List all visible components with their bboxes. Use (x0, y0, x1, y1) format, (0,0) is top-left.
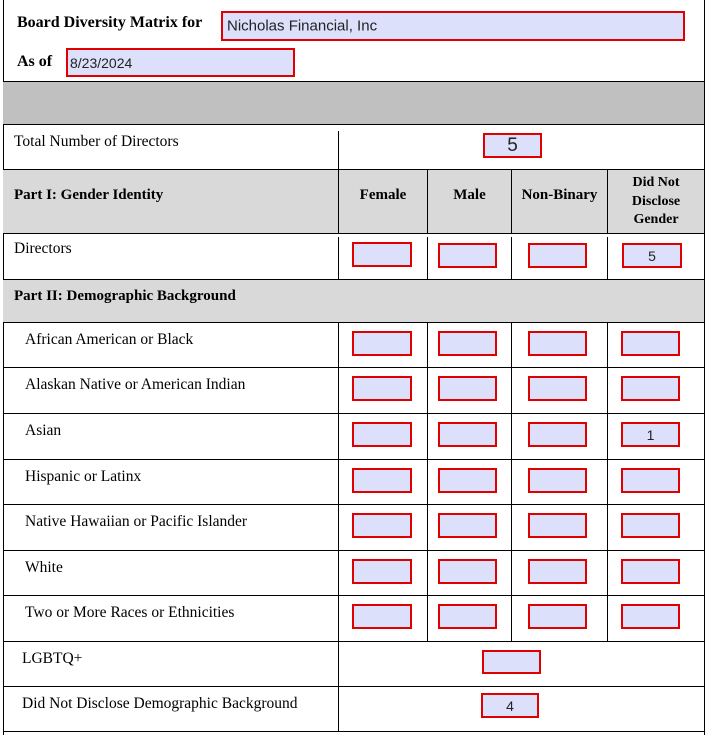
demographic-male-field[interactable] (438, 604, 497, 629)
demographic-did-not-disclose-field[interactable] (621, 376, 680, 401)
as-of-date-field[interactable] (66, 48, 295, 77)
divider (338, 550, 339, 595)
divider (338, 131, 339, 169)
divider (338, 367, 339, 413)
company-name-field[interactable] (221, 11, 685, 41)
demographic-male-field[interactable] (438, 422, 497, 447)
divider (338, 504, 339, 550)
demographic-nonbinary-field[interactable] (528, 604, 587, 629)
divider (511, 550, 512, 595)
rule (3, 550, 705, 551)
demographic-male-field[interactable] (438, 513, 497, 538)
divider (427, 237, 428, 279)
total-directors-value: 5 (507, 134, 518, 156)
divider (427, 459, 428, 504)
demographic-row-label: African American or Black (25, 331, 194, 348)
divider (511, 322, 512, 367)
divider (427, 595, 428, 641)
total-directors-label: Total Number of Directors (14, 133, 179, 150)
cell-value: 5 (648, 247, 656, 264)
lgbtq-label: LGBTQ+ (22, 650, 83, 667)
divider (607, 413, 608, 459)
divider (607, 504, 608, 550)
undisclosed-demographic-field[interactable] (481, 693, 539, 718)
demographic-nonbinary-field[interactable] (528, 513, 587, 538)
demographic-did-not-disclose-field[interactable] (621, 513, 680, 538)
divider (607, 237, 608, 279)
divider (338, 595, 339, 641)
divider (338, 686, 339, 731)
divider (607, 459, 608, 504)
directors-did-not-disclose-field[interactable] (622, 243, 682, 268)
divider (427, 504, 428, 550)
col-nonbinary-header: Non-Binary (521, 187, 598, 203)
divider (338, 413, 339, 459)
rule (3, 124, 705, 125)
total-directors-field[interactable] (483, 133, 542, 158)
divider (607, 595, 608, 641)
company-name-value: Nicholas Financial, Inc (227, 17, 378, 35)
rule (3, 459, 705, 460)
demographic-male-field[interactable] (438, 468, 497, 493)
rule (3, 731, 705, 732)
directors-label: Directors (14, 240, 72, 257)
divider (338, 459, 339, 504)
part2-title: Part II: Demographic Background (14, 288, 236, 304)
divider (338, 237, 339, 279)
demographic-female-field[interactable] (352, 376, 412, 401)
rule (3, 686, 705, 687)
demographic-row-label: White (25, 559, 63, 576)
divider (511, 595, 512, 641)
divider (338, 641, 339, 686)
demographic-nonbinary-field[interactable] (528, 422, 587, 447)
col-male-header: Male (453, 187, 486, 203)
demographic-female-field[interactable] (352, 513, 412, 538)
divider (607, 169, 608, 233)
rule (3, 595, 705, 596)
undisclosed-demographic-label: Did Not Disclose Demographic Background (22, 695, 298, 712)
col-did-not-disclose-header: Did Not Disclose Gender (631, 175, 681, 227)
directors-male-field[interactable] (438, 243, 497, 268)
col-female-header: Female (359, 187, 407, 203)
section-bar (3, 82, 704, 124)
divider (511, 237, 512, 279)
demographic-male-field[interactable] (438, 559, 497, 584)
demographic-nonbinary-field[interactable] (528, 376, 587, 401)
divider (607, 322, 608, 367)
divider (607, 367, 608, 413)
demographic-did-not-disclose-field[interactable] (621, 422, 680, 447)
cell-value: 1 (646, 426, 655, 443)
demographic-nonbinary-field[interactable] (528, 331, 587, 356)
demographic-female-field[interactable] (352, 331, 412, 356)
demographic-female-field[interactable] (352, 559, 412, 584)
as-of-date-value: 8/23/2024 (70, 54, 133, 71)
undisclosed-demographic-value: 4 (506, 697, 514, 714)
rule (3, 367, 705, 368)
demographic-female-field[interactable] (352, 468, 412, 493)
matrix-title-label: Board Diversity Matrix for (17, 14, 203, 31)
divider (427, 550, 428, 595)
rule (3, 641, 705, 642)
demographic-row-label: Native Hawaiian or Pacific Islander (25, 513, 248, 530)
divider (511, 504, 512, 550)
rule (3, 413, 705, 414)
demographic-nonbinary-field[interactable] (528, 559, 587, 584)
rule (3, 81, 705, 82)
demographic-female-field[interactable] (352, 422, 412, 447)
part1-title: Part I: Gender Identity (14, 187, 164, 203)
demographic-did-not-disclose-field[interactable] (621, 331, 680, 356)
divider (511, 367, 512, 413)
divider (511, 459, 512, 504)
demographic-did-not-disclose-field[interactable] (621, 559, 680, 584)
demographic-did-not-disclose-field[interactable] (621, 468, 680, 493)
divider (427, 413, 428, 459)
demographic-row-label: Alaskan Native or American Indian (25, 376, 246, 393)
divider (607, 550, 608, 595)
demographic-row-label: Hispanic or Latinx (25, 468, 142, 485)
lgbtq-field[interactable] (482, 650, 541, 674)
as-of-label: As of (17, 53, 53, 70)
demographic-male-field[interactable] (438, 376, 497, 401)
rule (3, 169, 705, 170)
demographic-row-label: Asian (25, 422, 62, 439)
demographic-row-label: Two or More Races or Ethnicities (25, 604, 235, 621)
rule (3, 322, 705, 323)
divider (427, 367, 428, 413)
rule (3, 233, 705, 234)
directors-nonbinary-field[interactable] (528, 243, 587, 268)
divider (338, 322, 339, 367)
directors-female-field[interactable] (352, 242, 412, 267)
divider (511, 413, 512, 459)
demographic-did-not-disclose-field[interactable] (621, 604, 680, 629)
rule (3, 504, 705, 505)
demographic-nonbinary-field[interactable] (528, 468, 587, 493)
demographic-female-field[interactable] (352, 604, 412, 629)
demographic-male-field[interactable] (438, 331, 497, 356)
divider (427, 322, 428, 367)
rule (3, 279, 705, 280)
